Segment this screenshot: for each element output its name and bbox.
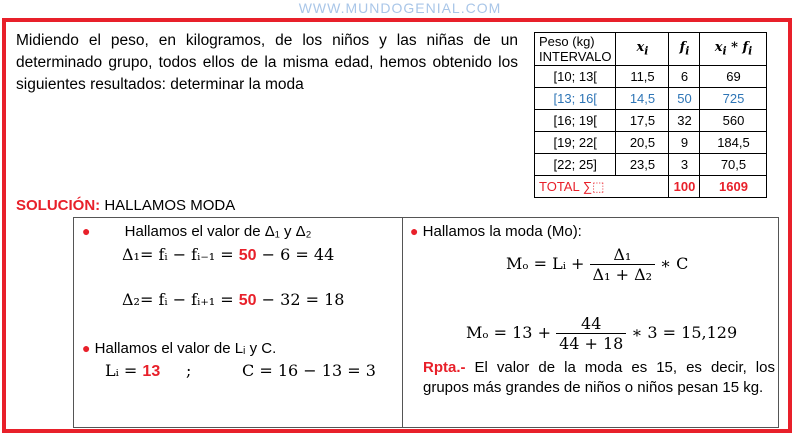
bullet-icon: ● [82,340,91,356]
table-row: [16; 19[ 17,5 32 560 [535,110,767,132]
column-divider [402,217,403,428]
watermark: WWW.MUNDOGENIAL.COM [298,0,502,16]
header-x: $x_i$ [616,33,669,66]
table-row: [10; 13[ 11,5 6 69 [535,66,767,88]
table-row-modal: [13; 16[ 14,5 50 725 [535,88,767,110]
frequency-table [534,32,767,198]
bullet-icon: ● [82,223,91,239]
header-interval: Peso (kg) INTERVALO [535,33,616,66]
solution-heading: SOLUCIÓN: HALLAMOS MODA [16,197,236,214]
table-total-row: TOTAL ∑⬚ 100 1609 [535,176,767,198]
mode-calculation: Mₒ = 13 + $\frac{44}{44 + 18}$ ∗ 3 = 15,129 [466,314,738,353]
header-xf: $x_i * f_i$ [700,33,767,66]
table-row: [19; 22[ 20,5 9 184,5 [535,132,767,154]
table-header [535,33,767,66]
problem-text: Midiendo el peso, en kilogramos, de los niños y las niñas de un determinado grupo, todos ellos de la misma edad, hemos obtenido los siguientes resultados: determinar la moda [16,32,518,93]
mode-formula: Mₒ = Lᵢ + $\frac{\text{Δ₁}}{\text{Δ₁ + Δ₂}}$ ∗ C [506,245,689,284]
delta1-equation: Δ₁= fᵢ − fᵢ₋₁ = 50 − 6 = 44 [122,245,335,264]
bullet-icon: ● [410,223,419,239]
step-deltas: ● Hallamos el valor de Δ₁ y Δ₂ [82,223,312,240]
c-equation: C = 16 − 13 = 3 [242,361,376,380]
table-row: [22; 25] 23,5 3 70,5 [535,154,767,176]
header-f: $f_i$ [669,33,700,66]
answer-text: Rpta.- El valor de la moda es 15, es decir, los grupos más grandes de niños o niños pesan 15 kg. [423,359,775,396]
delta2-equation: Δ₂= fᵢ − fᵢ₊₁ = 50 − 32 = 18 [122,290,345,309]
step-moda: ● Hallamos la moda (Mo): [410,223,582,240]
step-li-c: ● Hallamos el valor de Lᵢ y C. [82,340,277,357]
li-value: Lᵢ = 13 [105,361,161,380]
separator: ; [186,361,192,380]
